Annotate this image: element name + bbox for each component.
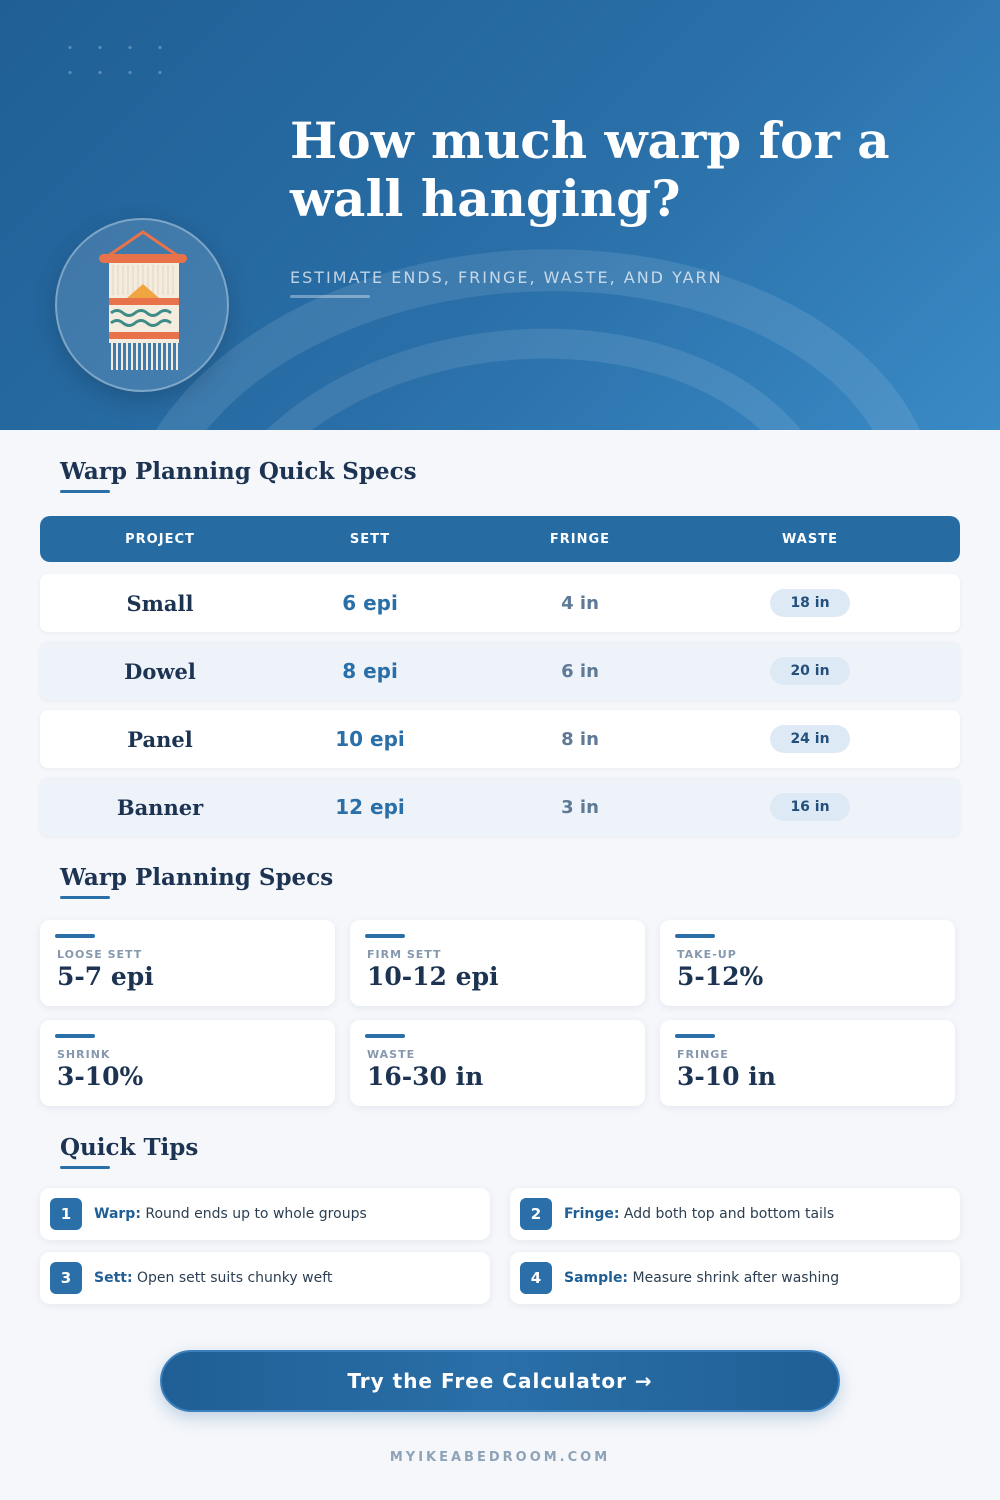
hero-illustration-medallion	[55, 218, 229, 392]
tip-number-badge: 2	[520, 1198, 552, 1230]
spec-value: 3-10 in	[677, 1062, 776, 1091]
cell-sett: 10 epi	[335, 727, 405, 751]
section-title-quick-specs: Warp Planning Quick Specs	[60, 458, 417, 485]
column-header-fringe: FRINGE	[549, 531, 611, 547]
cell-project: Dowel	[124, 658, 196, 684]
tip-text: Measure shrink after washing	[628, 1270, 840, 1286]
cell-sett: 8 epi	[342, 659, 398, 683]
table-row	[40, 574, 960, 632]
cell-waste-badge: 20 in	[770, 657, 849, 685]
spec-label: WASTE	[367, 1048, 416, 1061]
tip-item-warp	[40, 1188, 490, 1240]
tip-item-fringe	[510, 1188, 960, 1240]
column-header-waste: WASTE	[782, 531, 838, 547]
cell-waste-badge: 18 in	[770, 589, 849, 617]
spec-value: 10-12 epi	[367, 962, 499, 991]
tip-number-badge: 4	[520, 1262, 552, 1294]
woven-wall-hanging-icon	[57, 220, 231, 394]
section-title-specs: Warp Planning Specs	[60, 864, 334, 891]
column-header-project: PROJECT	[125, 531, 195, 547]
try-calculator-button[interactable]: Try the Free Calculator →	[160, 1350, 840, 1412]
spec-card-waste	[350, 1020, 645, 1106]
table-row	[40, 778, 960, 836]
column-header-sett: SETT	[349, 531, 391, 547]
table-header	[40, 516, 960, 562]
spec-label: SHRINK	[57, 1048, 111, 1061]
tip-number-badge: 3	[50, 1262, 82, 1294]
cell-fringe: 4 in	[561, 592, 599, 614]
hero-banner	[0, 0, 1000, 430]
tip-keyword: Sample:	[564, 1270, 629, 1286]
spec-card-firm-sett	[350, 920, 645, 1006]
tip-keyword: Sett:	[94, 1270, 133, 1286]
spec-card-loose-sett	[40, 920, 335, 1006]
tip-text: Open sett suits chunky weft	[132, 1270, 333, 1286]
cell-fringe: 8 in	[561, 728, 599, 750]
tip-keyword: Warp:	[94, 1206, 141, 1222]
tip-text: Add both top and bottom tails	[619, 1206, 835, 1222]
tip-item-sett	[40, 1252, 490, 1304]
spec-label: LOOSE SETT	[57, 948, 143, 961]
spec-label: FIRM SETT	[367, 948, 442, 961]
footer-site-url[interactable]: MYIKEABEDROOM.COM	[389, 1450, 611, 1465]
section-underline	[60, 490, 110, 493]
subtitle-underline	[290, 295, 370, 298]
spec-card-shrink	[40, 1020, 335, 1106]
cell-fringe: 3 in	[561, 796, 599, 818]
section-underline	[60, 1166, 110, 1169]
table-row	[40, 710, 960, 768]
tip-keyword: Fringe:	[564, 1206, 620, 1222]
tip-item-sample	[510, 1252, 960, 1304]
spec-value: 16-30 in	[367, 1062, 484, 1091]
cell-fringe: 6 in	[561, 660, 599, 682]
spec-value: 5-7 epi	[57, 962, 154, 991]
spec-label: FRINGE	[677, 1048, 729, 1061]
spec-card-take-up	[660, 920, 955, 1006]
cell-sett: 6 epi	[342, 591, 398, 615]
spec-label: TAKE-UP	[677, 948, 737, 961]
cell-project: Small	[126, 590, 194, 616]
page-title: How much warp for a wall hanging?	[290, 111, 890, 228]
dot-pattern	[55, 35, 165, 95]
page-subtitle: ESTIMATE ENDS, FRINGE, WASTE, AND YARN	[290, 268, 723, 287]
cell-waste-badge: 24 in	[770, 725, 849, 753]
section-title-quick-tips: Quick Tips	[60, 1134, 199, 1161]
spec-card-fringe	[660, 1020, 955, 1106]
table-row	[40, 642, 960, 700]
spec-value: 5-12%	[677, 962, 764, 991]
cell-waste-badge: 16 in	[770, 793, 849, 821]
tip-text: Round ends up to whole groups	[140, 1206, 367, 1222]
section-underline	[60, 896, 110, 899]
spec-value: 3-10%	[57, 1062, 144, 1091]
cell-sett: 12 epi	[335, 795, 405, 819]
tip-number-badge: 1	[50, 1198, 82, 1230]
cell-project: Panel	[127, 726, 193, 752]
cell-project: Banner	[116, 794, 204, 820]
